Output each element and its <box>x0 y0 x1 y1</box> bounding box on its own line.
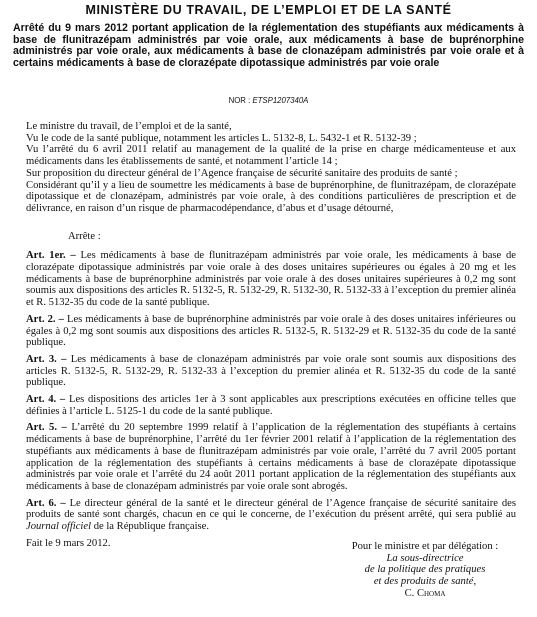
arrete-heading: Arrête : <box>68 230 101 242</box>
nor-label: NOR : <box>228 96 251 105</box>
decree-body <box>26 121 516 550</box>
article-text: Les médicaments à base de buprénorphine administrés par voie orale à des doses unitaires inférieures ou égales à 0,2 mg sont soumis aux dispositions des articles R. 5132-5, R. 5132-29 et R. 5132-35 du code de la santé publique. <box>26 313 516 349</box>
article-4 <box>26 394 516 417</box>
visa-proposition: Sur proposition du directeur général de l’Agence française de sécurité sanitaire des produits de santé ; <box>26 167 458 179</box>
nor-reference <box>0 96 537 105</box>
article-text-end: de la République française. <box>93 521 209 533</box>
signatory-title-2: de la politique des pratiques <box>364 564 486 576</box>
ministry-heading: MINISTÈRE DU TRAVAIL, DE L’EMPLOI ET DE LA SANTÉ <box>85 3 452 17</box>
nor-value: ETSP1207340A <box>252 96 309 105</box>
delegation-line: Pour le ministre et par délégation : <box>351 541 499 552</box>
article-2 <box>26 314 516 349</box>
article-1 <box>26 250 516 309</box>
decree-title: Arrêté du 9 mars 2012 portant application de la réglementation des stupéfiants aux médicaments à base de flunitrazépam administrés par voie orale, aux médicaments à base de buprénorphine administrés par voie orale, aux médicaments à base de clonazépam administrés par voie orale et à certains médicaments à base de clorazépate dipotassique administrés par voie orale <box>13 22 524 69</box>
article-label: Art. 4. – <box>26 394 66 406</box>
journal-officiel: Journal officiel <box>26 521 92 533</box>
article-text: Les dispositions des articles 1er à 3 sont applicables aux prescriptions exécutées en officine telles que définies à l’article L. 5125-1 du code de la santé publique. <box>26 394 516 417</box>
article-text: L’arrêté du 20 septembre 1999 relatif à l’application de la réglementation des stupéfiants à certains médicaments à base de buprénorphine, l’arrêté du 1er février 2001 relatif à l’application de la réglementation des stupéfiants aux médicaments à base de flunitrazépam administrés par voie orale, l’arrêté du 7 avril 2005 portant application de la réglementation des stupéfiants à certains médicaments à base de clorazépate dipotassique administrés par voie orale et l’arrêté du 24 août 2011 portant application de la réglementation des stupéfiants aux médicaments à base de clonazépam administrés par voie orale sont abrogés. <box>26 422 516 492</box>
article-label: Art. 5. – <box>26 422 67 434</box>
signature-date: Fait le 9 mars 2012. <box>26 537 111 549</box>
considerant: Considérant qu’il y a lieu de soumettre les médicaments à base de buprénorphine, de flunitrazépam, de clorazépate dipotassique et de clonazépam, administrés par voie orale, à des conditions particulières de prescription et de délivrance, en raison d’un risque de pharmacodépendance, d’abus et d’usage détourné, <box>26 179 516 214</box>
visa-arrete: Vu l’arrêté du 6 avril 2011 relatif au management de la qualité de la prise en charge médicamenteuse et aux médicaments dans les établissements de santé, et notamment l’article 14 ; <box>26 144 516 168</box>
article-label: Art. 6. – <box>26 497 66 509</box>
article-text: Les médicaments à base de clonazépam administrés par voie orale sont soumis aux dispositions des articles R. 5132-5, R. 5132-29, R. 5132-33 à l’exception du premier alinéa et R. 5132-35 du code de la santé publique. <box>26 353 516 389</box>
article-label: Art. 1er. – <box>26 250 76 262</box>
article-label: Art. 3. – <box>26 353 67 365</box>
article-6 <box>26 498 516 533</box>
article-5 <box>26 422 516 492</box>
visa-code: Vu le code de la santé publique, notamment les articles L. 5132-8, L. 5432-1 et R. 5132-39 ; <box>26 132 417 144</box>
article-text: Le directeur général de la santé et le directeur général de l’Agence française de sécurité sanitaire des produits de santé sont chargés, chacun en ce qui le concerne, de l’exécution du présent arrêté, qui sera publié au <box>26 497 516 521</box>
signatory-title-1: La sous-directrice <box>386 552 464 564</box>
minister-line: Le ministre du travail, de l’emploi et de la santé, <box>26 121 232 132</box>
signatory-name: C. Choma <box>404 587 446 599</box>
article-text: Les médicaments à base de flunitrazépam administrés par voie orale, les médicaments à base de clorazépate dipotassique administrés par voie orale à des doses unitaires supérieures ou égales à 20 mg et les médicaments à base de buprénorphine administrés par voie orale à des doses unitaires supérieures à 0,2 mg sont soumis aux dispositions des articles R. 5132-5, R. 5132-29, R. 5132-30, R. 5132-33 à l’exception du premier alinéa et R. 5132-35 du code de la santé publique. <box>26 250 517 309</box>
signatory-title-3: et des produits de santé, <box>373 576 477 588</box>
article-3 <box>26 354 516 389</box>
article-label: Art. 2. – <box>26 313 64 325</box>
signature-block <box>330 541 520 600</box>
